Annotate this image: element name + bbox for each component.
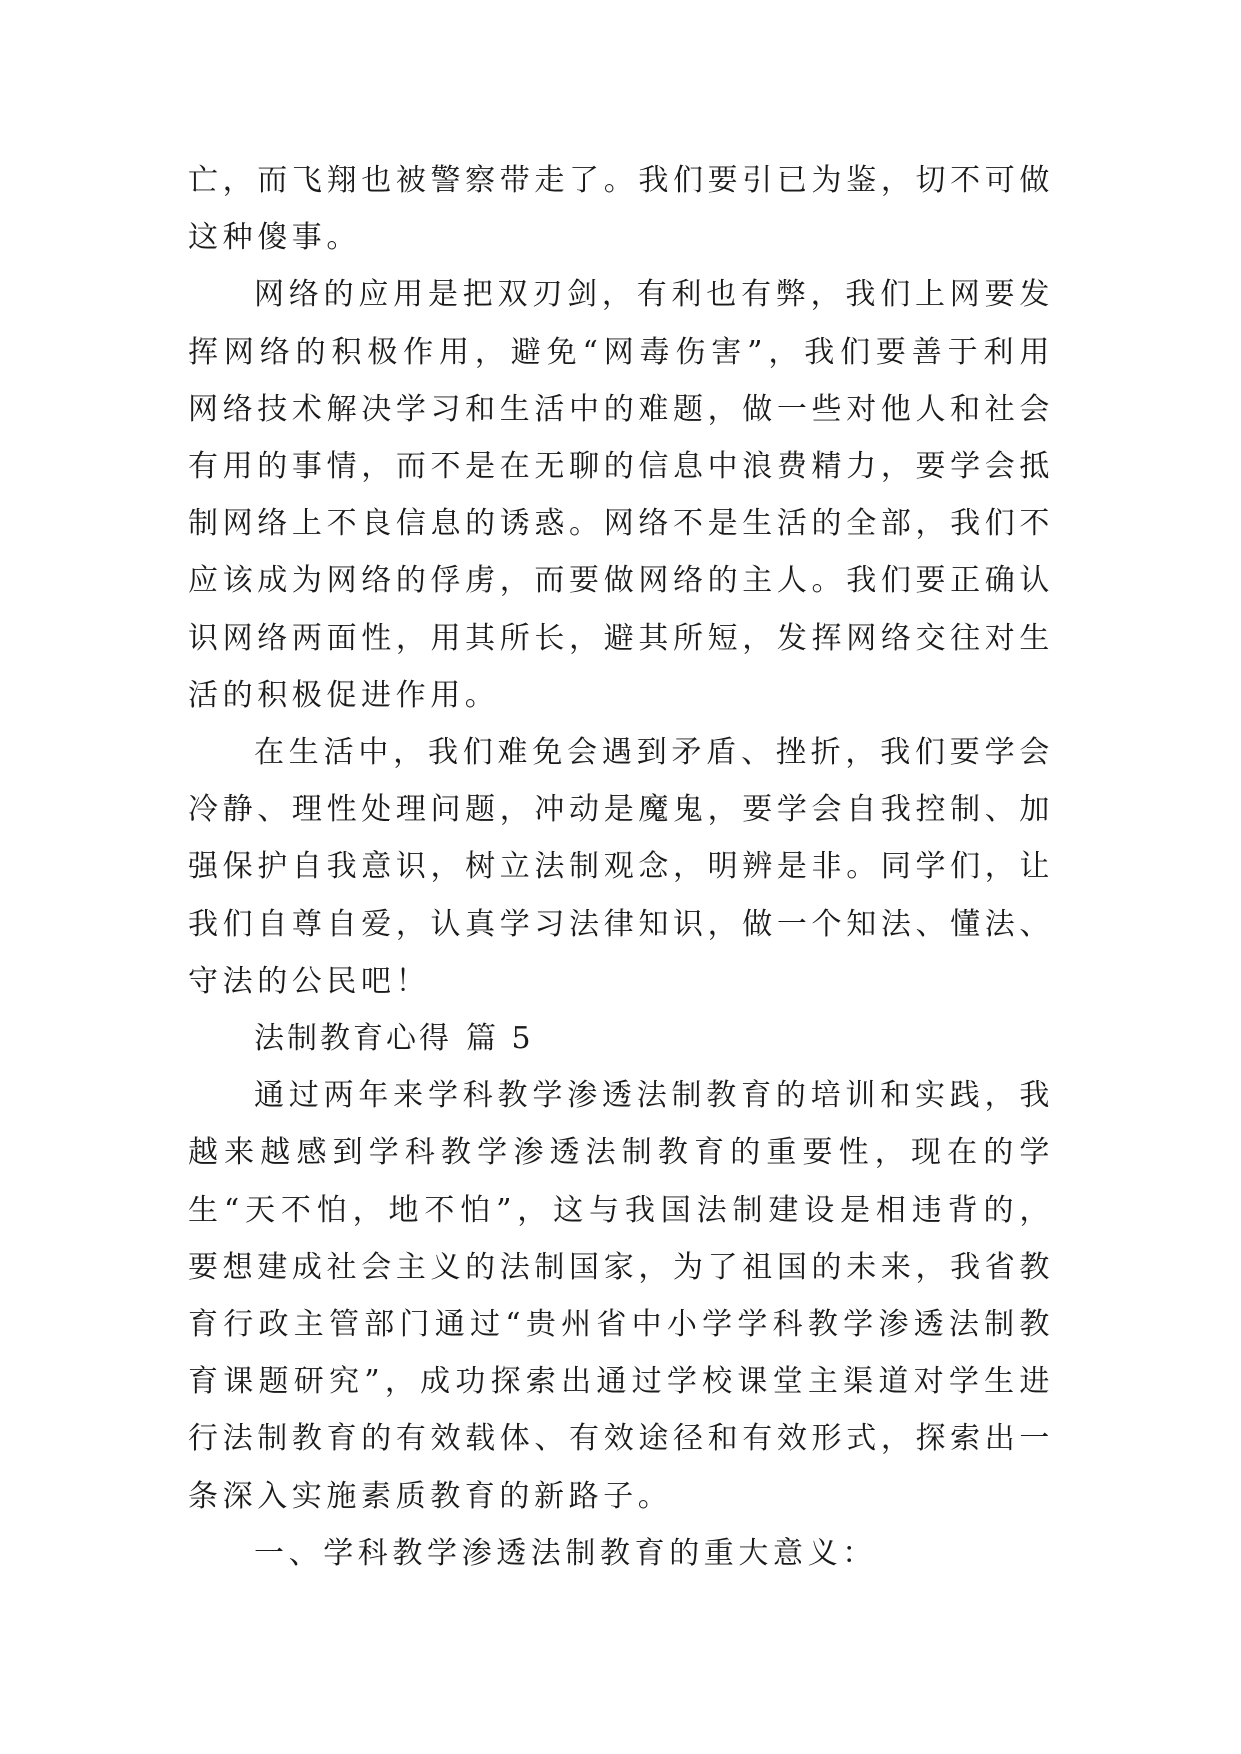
section-title: 法制教育心得 xyxy=(254,1021,452,1057)
paragraph-life: 在生活中，我们难免会遇到矛盾、挫折，我们要学会冷静、理性处理问题，冲动是魔鬼，要学会自我控制、加强保护自我意识，树立法制观念，明辨是非。同学们，让我们自尊自爱，认真学习法律知识，做一个知法、懂法、守法的公民吧！ xyxy=(188,735,1054,999)
section-part: 篇 5 xyxy=(466,1021,534,1057)
paragraph-internet: 网络的应用是把双刃剑，有利也有弊，我们上网要发挥网络的积极作用，避免“网毒伤害”，我们要善于利用网络技术解决学习和生活中的难题，做一些对他人和社会有用的事情，而不是在无聊的信息中浪费精力，要学会抵制网络上不良信息的诱惑。网络不是生活的全部，我们不应该成为网络的俘虏，而要做网络的主人。我们要正确认识网络两面性，用其所长，避其所短，发挥网络交往对生活的积极促进作用。 xyxy=(188,277,1054,713)
document-body xyxy=(188,152,1054,1582)
paragraph-point-one: 一、学科教学渗透法制教育的重大意义： xyxy=(254,1535,877,1571)
paragraph-continuation: 亡，而飞翔也被警察带走了。我们要引已为鉴，切不可做这种傻事。 xyxy=(188,163,1054,256)
section-heading xyxy=(188,1010,1054,1067)
paragraph-intro: 通过两年来学科教学渗透法制教育的培训和实践，我越来越感到学科教学渗透法制教育的重要性，现在的学生“天不怕，地不怕”，这与我国法制建设是相违背的，要想建成社会主义的法制国家，为了祖国的未来，我省教育行政主管部门通过“贵州省中小学学科教学渗透法制教育课题研究”，成功探索出通过学校课堂主渠道对学生进行法制教育的有效载体、有效途径和有效形式，探索出一条深入实施素质教育的新路子。 xyxy=(188,1078,1054,1514)
